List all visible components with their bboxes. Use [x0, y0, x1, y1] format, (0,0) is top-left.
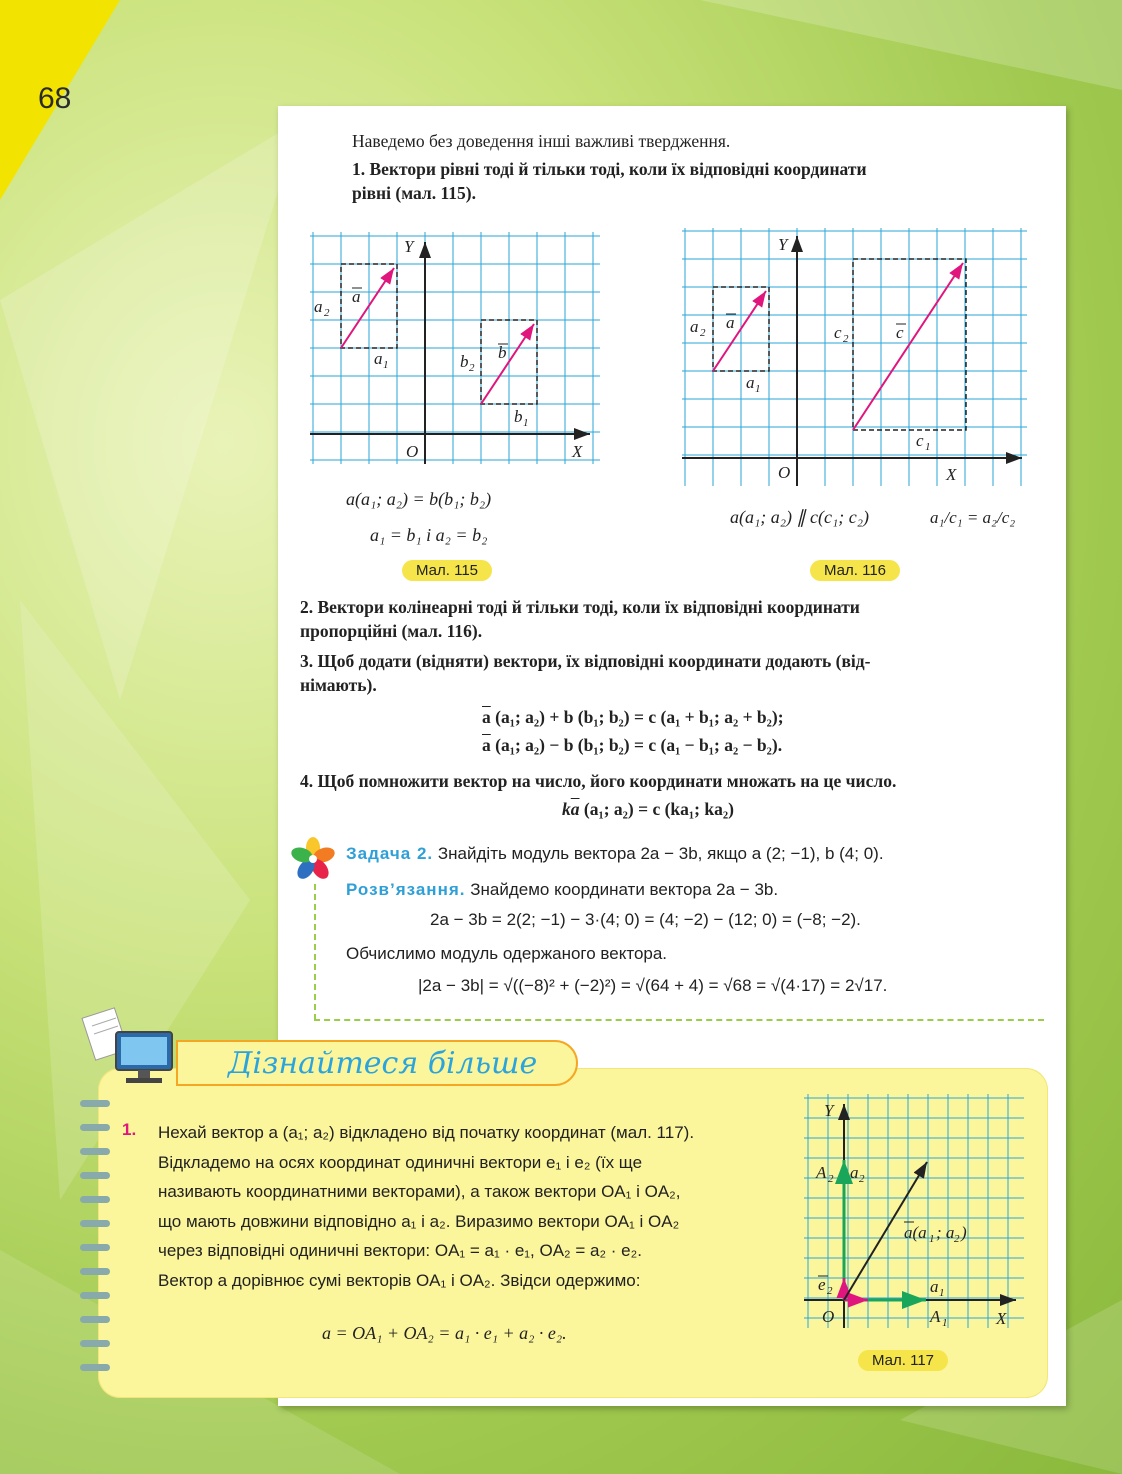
svg-text:a(a: a(a	[904, 1223, 927, 1242]
spiral-ring	[80, 1196, 110, 1203]
fig115-formula-2: a₁ = b₁ і a₂ = b₂	[370, 525, 488, 545]
svg-text:O: O	[822, 1307, 835, 1326]
task-dashed-line-vertical	[314, 884, 316, 1020]
fig116-formula-2: a₁/c₁ = a₂/c₂	[930, 508, 1016, 527]
spiral-ring	[80, 1316, 110, 1323]
figure-117	[804, 1094, 1024, 1334]
solution-calc: 2a − 3b = 2(2; −1) − 3·(4; 0) = (4; −2) − (12; 0) = (−8; −2).	[430, 910, 861, 929]
figure-116	[682, 228, 1032, 490]
fig116-formula-1: a(a₁; a₂) ∥ c(c₁; c₂)	[730, 507, 869, 527]
formula-diff: $\overline{a}$ (a₁; a₂) − b (b₁; b₂) = c (a₁ − b₁; a₂ − b₂).	[482, 735, 783, 755]
svg-text:e: e	[818, 1275, 826, 1294]
task-dashed-line-horizontal	[314, 1019, 1044, 1021]
spiral-ring	[80, 1340, 110, 1347]
learn-text	[158, 1118, 798, 1295]
svg-text:2: 2	[700, 327, 706, 339]
learn-more-title: Дізнайтеся більше	[228, 1046, 538, 1081]
learn-line: Відкладемо на осях координат одиничні вектори e₁ і e₂ (їх ще	[158, 1152, 643, 1172]
svg-text:2: 2	[828, 1173, 834, 1185]
statement-2-line2: пропорційні (мал. 116).	[300, 621, 483, 641]
computer-icon	[80, 1006, 180, 1090]
svg-text:Y: Y	[404, 237, 414, 256]
svg-text:1: 1	[939, 1287, 945, 1299]
svg-text:c: c	[834, 323, 842, 342]
learn-line: називають координатними векторами), а також вектори OA₁ і OA₂,	[158, 1182, 681, 1201]
svg-text:1: 1	[925, 441, 931, 453]
final-formula: a = OA₁ + OA₂ = a₁ · e₁ + a₂ · e₂.	[322, 1323, 567, 1343]
svg-text:): )	[961, 1223, 967, 1242]
statement-4: 4. Щоб помножити вектор на число, його координати множать на це число.	[300, 771, 897, 791]
statement-1-line2: рівні (мал. 115).	[352, 183, 476, 203]
svg-text:1: 1	[383, 359, 389, 371]
svg-text:b: b	[498, 343, 507, 362]
statement-3-line2: німають).	[300, 675, 377, 695]
formula-sum-text: (a₁; a₂) + b (b₁; b₂) = c (a₁ + b₁; a₂ + b₂);	[495, 707, 784, 727]
svg-text:O: O	[778, 463, 791, 482]
fig115-caption: Мал. 115	[402, 560, 492, 581]
svg-text:2: 2	[469, 362, 475, 374]
learn-item-number: 1.	[122, 1120, 137, 1139]
solution-text: Знайдемо координати вектора 2a − 3b.	[470, 880, 779, 899]
svg-text:1: 1	[942, 1317, 948, 1329]
spiral-ring	[80, 1124, 110, 1131]
task-title: Задача 2.	[346, 844, 434, 863]
svg-text:2: 2	[827, 1285, 833, 1297]
svg-text:a: a	[850, 1163, 859, 1182]
svg-text:1: 1	[929, 1233, 935, 1245]
svg-text:A: A	[816, 1163, 827, 1182]
learn-line: Вектор a дорівнює сумі векторів OA₁ і OA₂. Звідси одержимо:	[158, 1270, 641, 1290]
statement-2-line1: 2. Вектори колінеарні тоді й тільки тоді, коли їх відповідні координати	[300, 597, 860, 617]
svg-text:A: A	[930, 1307, 941, 1326]
svg-text:a: a	[726, 313, 735, 332]
spiral-ring	[80, 1364, 110, 1371]
svg-text:a: a	[690, 317, 699, 336]
fig117-caption: Мал. 117	[858, 1350, 948, 1371]
spiral-ring	[80, 1292, 110, 1299]
task-text: Знайдіть модуль вектора 2a − 3b, якщо a (2; −1), b (4; 0).	[437, 844, 884, 863]
figure-115	[310, 232, 610, 472]
formula-diff-text: (a₁; a₂) − b (b₁; b₂) = c (a₁ − b₁; a₂ − b₂).	[495, 735, 783, 755]
svg-text:a: a	[930, 1277, 939, 1296]
page-number: 68	[38, 82, 72, 115]
solution	[346, 878, 778, 901]
svg-text:Y: Y	[824, 1101, 834, 1120]
spiral-ring	[80, 1100, 110, 1107]
svg-text:X: X	[572, 442, 583, 461]
svg-text:O: O	[406, 442, 419, 461]
spiral-ring	[80, 1172, 110, 1179]
svg-text:X: X	[996, 1309, 1007, 1328]
svg-text:c: c	[916, 431, 924, 450]
svg-text:b: b	[460, 352, 469, 371]
svg-text:a: a	[374, 349, 383, 368]
spiral-ring	[80, 1244, 110, 1251]
spiral-ring	[80, 1148, 110, 1155]
svg-text:X: X	[946, 465, 957, 484]
task-2	[346, 842, 884, 865]
intro-text: Наведемо без доведення інші важливі твердження.	[352, 131, 731, 151]
modulus-text: Обчислимо модуль одержаного вектора.	[346, 944, 668, 963]
svg-text:2: 2	[954, 1233, 960, 1245]
svg-text:2: 2	[843, 333, 849, 345]
formula-mult: $k\overline{a}$ (a₁; a₂) = c (ka₁; ka₂)	[562, 799, 734, 819]
modulus-calc: |2a − 3b| = √((−8)² + (−2)²) = √(64 + 4) = √68 = √(4·17) = 2√17.	[418, 976, 888, 995]
svg-text:2: 2	[859, 1173, 865, 1185]
statement-1-line1: 1. Вектори рівні тоді й тільки тоді, коли їх відповідні координати	[352, 159, 867, 179]
fig115-formula-1: a(a₁; a₂) = b(b₁; b₂)	[346, 489, 492, 509]
svg-text:Y: Y	[778, 235, 788, 254]
flower-icon	[288, 834, 338, 884]
learn-line: Нехай вектор a (a₁; a₂) відкладено від початку координат (мал. 117).	[158, 1123, 695, 1142]
svg-text:1: 1	[523, 417, 529, 429]
formula-mult-text: (a₁; a₂) = c (ka₁; ka₂)	[583, 799, 734, 819]
svg-text:; a: ; a	[936, 1223, 955, 1242]
svg-text:2: 2	[324, 307, 330, 319]
spiral-ring	[80, 1268, 110, 1275]
learn-line: через відповідні одиничні вектори: OA₁ = a₁ · e₁, OA₂ = a₂ · e₂.	[158, 1241, 642, 1260]
svg-text:a: a	[352, 287, 361, 306]
learn-line: що мають довжини відповідно a₁ і a₂. Виразимо вектори OA₁ і OA₂	[158, 1211, 680, 1231]
formula-sum: $\overline{a}$ (a₁; a₂) + b (b₁; b₂) = c (a₁ + b₁; a₂ + b₂);	[482, 707, 784, 727]
fig116-caption: Мал. 116	[810, 560, 900, 581]
svg-text:c: c	[896, 323, 904, 342]
solution-title: Розв’язання.	[346, 880, 466, 899]
svg-text:1: 1	[755, 383, 761, 395]
svg-text:a: a	[746, 373, 755, 392]
svg-text:b: b	[514, 407, 523, 426]
spiral-ring	[80, 1220, 110, 1227]
svg-text:a: a	[314, 297, 323, 316]
statement-3-line1: 3. Щоб додати (відняти) вектори, їх відповідні координати додають (від-	[300, 651, 871, 671]
